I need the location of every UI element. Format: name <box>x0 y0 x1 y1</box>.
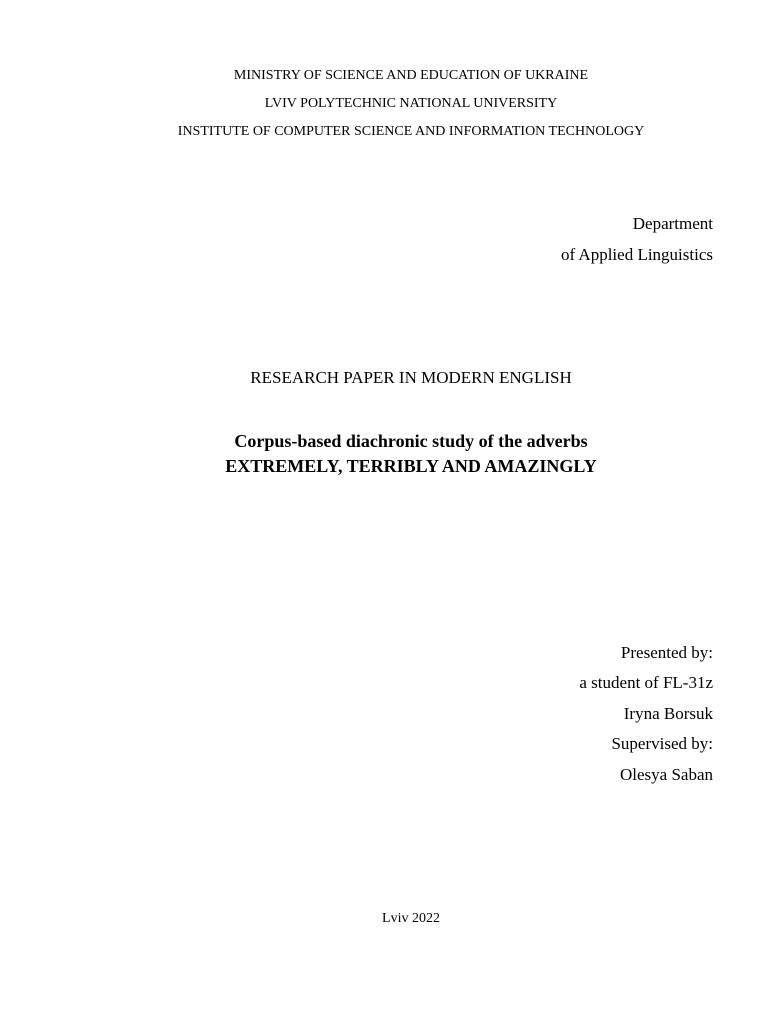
paper-type: RESEARCH PAPER IN MODERN ENGLISH <box>250 368 572 387</box>
place-year: Lviv 2022 <box>382 911 440 926</box>
institute-heading: INSTITUTE OF COMPUTER SCIENCE AND INFORMATION TECHNOLOGY <box>177 124 645 139</box>
university-heading: LVIV POLYTECHNIC NATIONAL UNIVERSITY <box>264 96 558 111</box>
department-name: of Applied Linguistics <box>560 245 713 264</box>
paper-title-line-2: EXTREMELY, TERRIBLY AND AMAZINGLY <box>225 456 597 476</box>
supervisor-name: Olesya Saban <box>619 765 713 784</box>
student-group: a student of FL-31z <box>579 673 713 692</box>
department-label: Department <box>632 214 713 233</box>
student-name: Iryna Borsuk <box>623 704 713 723</box>
presented-by-label: Presented by: <box>620 643 713 662</box>
paper-title-line-1: Corpus-based diachronic study of the adverbs <box>234 431 588 451</box>
supervised-by-label: Supervised by: <box>611 734 713 753</box>
ministry-heading: MINISTRY OF SCIENCE AND EDUCATION OF UKRAINE <box>233 68 589 83</box>
